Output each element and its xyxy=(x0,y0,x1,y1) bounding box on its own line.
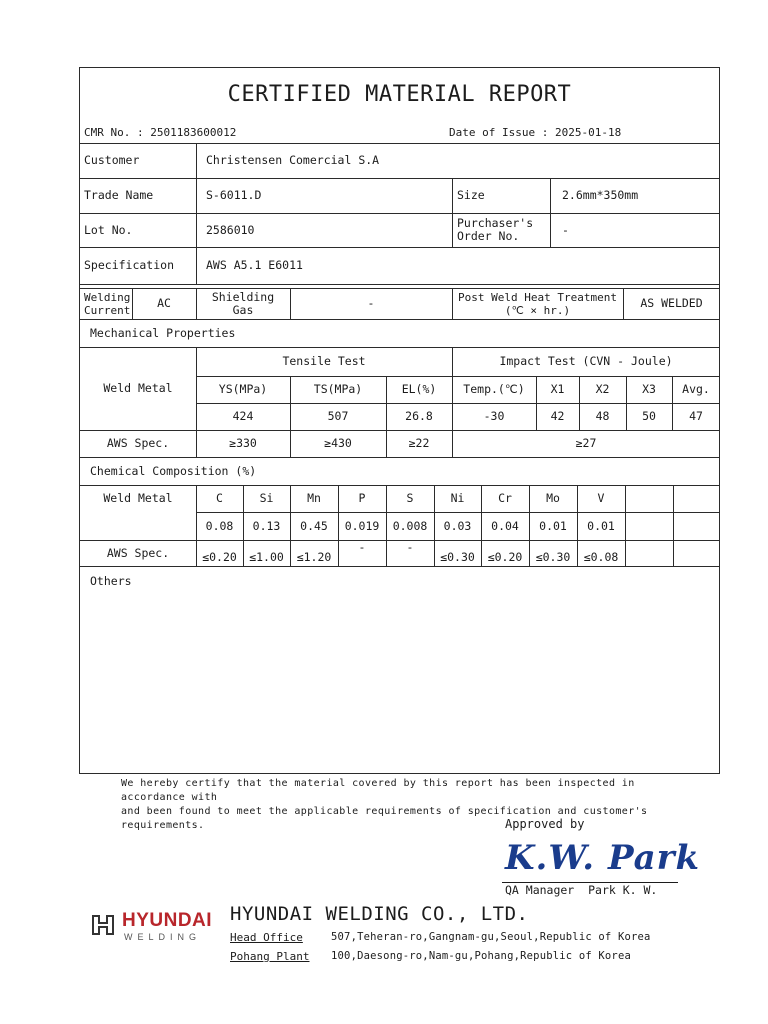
head-office-label: Head Office xyxy=(230,931,303,944)
chem-spec-c: ≤0.20 xyxy=(202,550,237,564)
chem-aws-spec-label: AWS Spec. xyxy=(106,545,170,560)
mech-weld-metal-label: Weld Metal xyxy=(103,381,173,395)
col-temp: Temp.(℃) xyxy=(463,382,525,396)
plant-label: Pohang Plant xyxy=(230,950,310,963)
chem-spec-s: - xyxy=(406,540,414,554)
val-x1: 42 xyxy=(550,409,565,423)
logo-wordmark: HYUNDAI xyxy=(122,910,213,931)
welding-current-label: Welding Current xyxy=(84,290,131,317)
col-ts: TS(MPa) xyxy=(313,382,363,396)
val-ts: 507 xyxy=(327,409,349,423)
pwht-label: Post Weld Heat Treatment (℃ × hr.) xyxy=(458,290,617,317)
chem-value-s: 0.008 xyxy=(392,518,428,533)
col-ys: YS(MPa) xyxy=(218,382,268,396)
impact-test-header: Impact Test (CVN - Joule) xyxy=(499,354,673,368)
specification-label: Specification xyxy=(84,258,175,272)
chem-spec-mo: ≤0.30 xyxy=(535,550,571,564)
certification-line-1: We hereby certify that the material covered by this report has been inspected in accordance with xyxy=(121,778,635,803)
certification-statement xyxy=(121,777,701,833)
col-x2: X2 xyxy=(595,382,610,396)
rule xyxy=(550,178,551,247)
logo-subtitle: WELDING xyxy=(124,932,202,942)
chem-spec-cr: ≤0.20 xyxy=(487,550,523,564)
purchaser-order-label: Purchaser's Order No. xyxy=(457,216,534,243)
element-s: S xyxy=(406,491,414,505)
rule xyxy=(80,566,719,567)
qa-manager: QA Manager Park K. W. xyxy=(505,883,658,897)
customer-value: Christensen Comercial S.A xyxy=(206,153,380,167)
chem-weld-metal-label: Weld Metal xyxy=(103,491,173,505)
element-ni: Ni xyxy=(450,491,465,505)
trade-name-value: S-6011.D xyxy=(206,188,262,202)
chem-spec-p: - xyxy=(358,540,366,554)
certification-line-2: and been found to meet the applicable requirements of specification and customer's requirements. xyxy=(121,806,648,831)
report-title: CERTIFIED MATERIAL REPORT xyxy=(227,82,572,107)
mech-aws-spec-label: AWS Spec. xyxy=(106,436,170,450)
col-avg: Avg. xyxy=(682,382,710,396)
head-office-address: 507,Teheran-ro,Gangnam-gu,Seoul,Republic of Korea xyxy=(331,931,651,943)
chem-value-si: 0.13 xyxy=(252,518,281,533)
size-label: Size xyxy=(457,188,485,202)
val-x2: 48 xyxy=(595,409,610,423)
shielding-gas-label: Shielding Gas xyxy=(211,289,275,317)
col-x3: X3 xyxy=(642,382,656,396)
rule xyxy=(196,143,197,284)
element-mn: Mn xyxy=(307,491,321,505)
specification-value: AWS A5.1 E6011 xyxy=(206,258,303,272)
plant-address: 100,Daesong-ro,Nam-gu,Pohang,Republic of Korea xyxy=(331,950,631,962)
rule xyxy=(625,485,626,566)
logo-icon xyxy=(90,912,116,938)
pwht-value: AS WELDED xyxy=(640,296,703,310)
hyundai-welding-logo xyxy=(90,910,220,946)
trade-name-label: Trade Name xyxy=(84,188,154,202)
lot-label: Lot No. xyxy=(84,222,133,237)
element-c: C xyxy=(216,491,223,505)
chemical-section-title: Chemical Composition (%) xyxy=(90,463,257,478)
cmr-number: CMR No. : 2501183600012 xyxy=(84,126,237,139)
chem-value-c: 0.08 xyxy=(205,518,234,533)
spec-ts: ≥430 xyxy=(324,436,352,450)
chem-value-mn: 0.45 xyxy=(300,518,328,533)
lot-value: 2586010 xyxy=(206,222,255,237)
welding-current-value: AC xyxy=(157,296,171,310)
chem-spec-si: ≤1.00 xyxy=(249,550,284,564)
spec-el: ≥22 xyxy=(408,436,430,450)
col-el: EL(%) xyxy=(401,382,437,396)
element-cr: Cr xyxy=(498,491,512,505)
chem-value-v: 0.01 xyxy=(587,518,615,533)
element-si: Si xyxy=(259,491,274,505)
mechanical-section-title: Mechanical Properties xyxy=(90,325,236,340)
chem-value-ni: 0.03 xyxy=(443,518,472,533)
val-avg: 47 xyxy=(689,409,703,423)
val-temp: -30 xyxy=(483,409,505,423)
tensile-test-header: Tensile Test xyxy=(282,354,366,368)
spec-ys: ≥330 xyxy=(229,436,257,450)
chem-spec-v: ≤0.08 xyxy=(583,550,619,564)
val-el: 26.8 xyxy=(405,409,433,423)
issue-date: Date of Issue : 2025-01-18 xyxy=(449,126,622,139)
chem-value-p: 0.019 xyxy=(344,518,380,533)
element-p: P xyxy=(358,491,366,505)
val-x3: 50 xyxy=(642,409,656,423)
signature: K.W. Park xyxy=(505,838,701,878)
purchaser-order-value: - xyxy=(562,222,569,237)
report-frame xyxy=(79,67,720,774)
rule xyxy=(80,284,719,285)
chem-spec-ni: ≤0.30 xyxy=(440,550,475,564)
val-ys: 424 xyxy=(232,409,254,423)
company-name: HYUNDAI WELDING CO., LTD. xyxy=(230,903,529,925)
size-value: 2.6mm*350mm xyxy=(562,188,639,202)
rule xyxy=(673,485,674,566)
chem-value-cr: 0.04 xyxy=(491,518,519,533)
chem-value-mo: 0.01 xyxy=(539,518,567,533)
shielding-gas-value: - xyxy=(367,296,375,310)
approved-by-label: Approved by xyxy=(505,817,585,831)
customer-label: Customer xyxy=(84,153,140,167)
col-x1: X1 xyxy=(550,382,565,396)
others-label: Others xyxy=(90,573,132,588)
chem-spec-mn: ≤1.20 xyxy=(296,550,332,564)
element-mo: Mo xyxy=(546,491,560,505)
spec-impact: ≥27 xyxy=(575,436,597,450)
element-v: V xyxy=(597,491,605,505)
